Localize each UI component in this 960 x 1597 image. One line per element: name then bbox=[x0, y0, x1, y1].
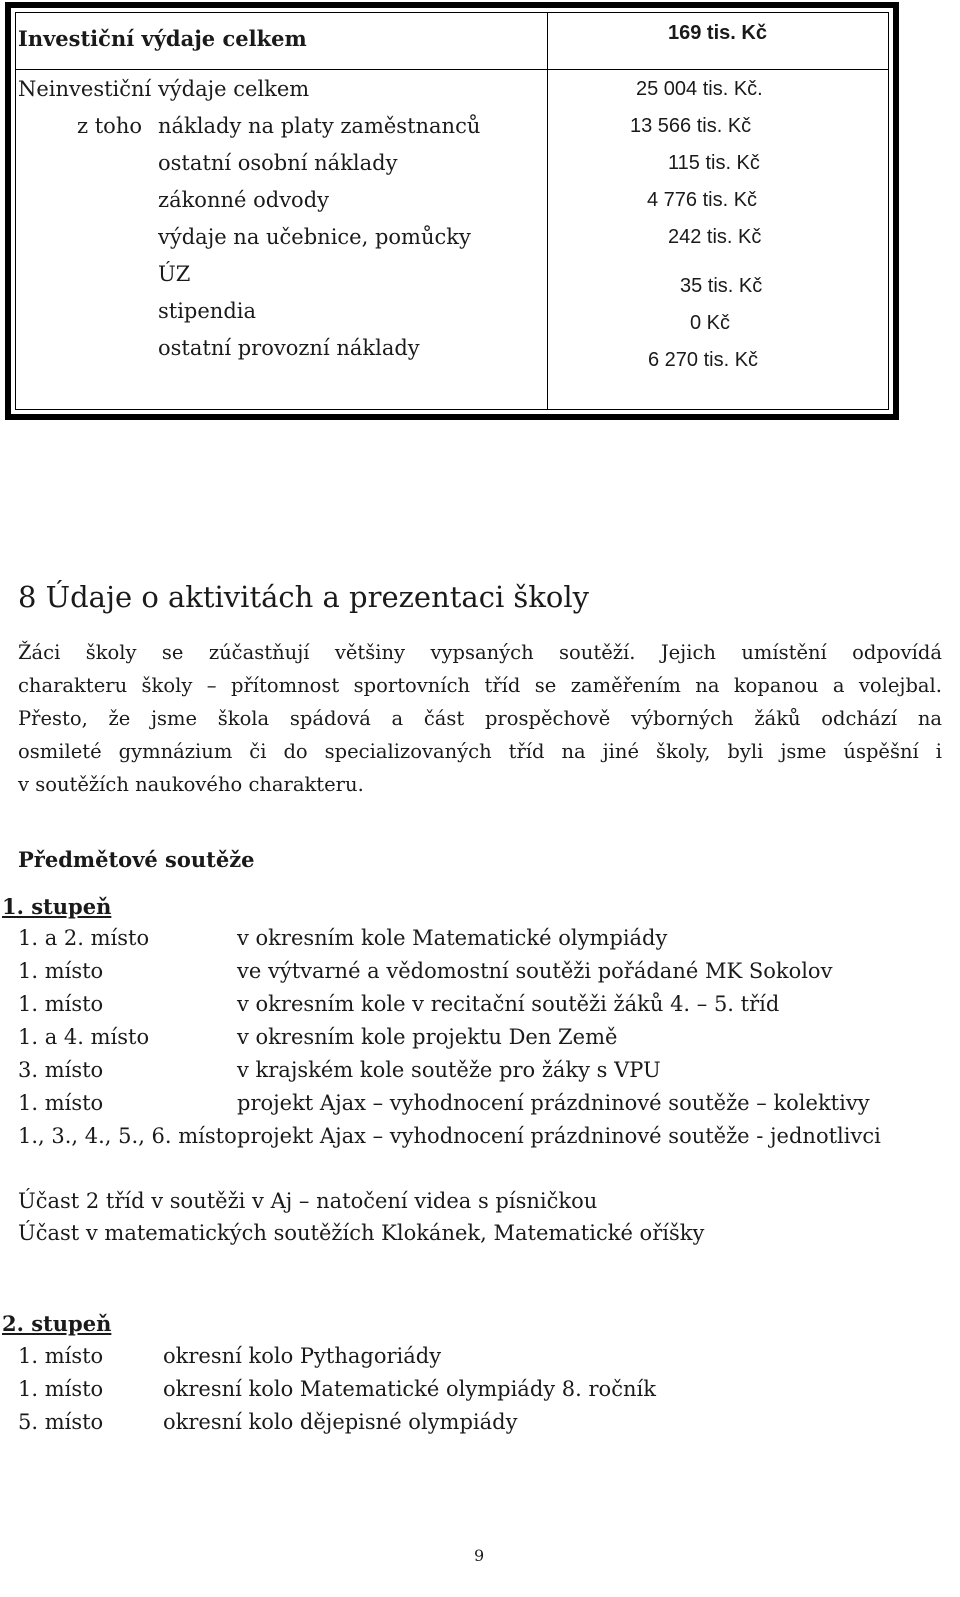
stage1-place: 3. místo bbox=[18, 1058, 104, 1082]
competitions-title: Předmětové soutěže bbox=[18, 847, 255, 872]
stage1-desc: v krajském kole soutěže pro žáky s VPU bbox=[237, 1058, 661, 1082]
stage1-desc: v okresním kole projektu Den Země bbox=[237, 1025, 618, 1049]
budget-item-label: výdaje na učebnice, pomůcky bbox=[158, 225, 471, 249]
stage1-desc: ve výtvarné a vědomostní soutěži pořádané MK Sokolov bbox=[237, 959, 833, 983]
stage2-desc: okresní kolo Matematické olympiády 8. ročník bbox=[163, 1377, 656, 1401]
stage1-place: 1. a 2. místo bbox=[18, 926, 150, 950]
paragraph-line: v soutěžích naukového charakteru. bbox=[18, 773, 364, 796]
paragraph-line: Přesto, že jsme škola spádová a část prospěchově výborných žáků odchází na bbox=[18, 707, 942, 730]
budget-item-label: ÚZ bbox=[158, 262, 191, 286]
budget-item-value: 0 Kč bbox=[690, 312, 731, 334]
budget-item-value: 35 tis. Kč bbox=[680, 275, 763, 297]
stage1-desc: v okresním kole Matematické olympiády bbox=[237, 926, 668, 950]
stage2-desc: okresní kolo dějepisné olympiády bbox=[163, 1410, 518, 1434]
stage1-place: 1. a 4. místo bbox=[18, 1025, 150, 1049]
stage2-label: 2. stupeň bbox=[2, 1311, 112, 1336]
section-paragraph bbox=[18, 636, 942, 801]
paragraph-line: Žáci školy se zúčastňují většiny vypsaných soutěží. Jejich umístění odpovídá bbox=[18, 641, 942, 664]
stage2-place: 1. místo bbox=[18, 1344, 104, 1368]
stage1-note: Účast v matematických soutěžích Klokánek, Matematické oříšky bbox=[18, 1221, 705, 1245]
budget-table bbox=[5, 2, 899, 420]
budget-prefix: z toho bbox=[77, 114, 142, 138]
budget-item-label: ostatní osobní náklady bbox=[158, 151, 398, 175]
stage2-place: 1. místo bbox=[18, 1377, 104, 1401]
budget-item-value: 115 tis. Kč bbox=[668, 152, 760, 174]
investment-value: 169 tis. Kč bbox=[668, 22, 767, 44]
paragraph-line: osmileté gymnázium či do specializovaných tříd na jiné školy, byli jsme úspěšní i bbox=[18, 740, 942, 763]
noninvestment-label: Neinvestiční výdaje celkem bbox=[18, 77, 310, 101]
budget-item-label: stipendia bbox=[158, 299, 257, 323]
budget-item-label: náklady na platy zaměstnanců bbox=[158, 114, 481, 138]
stage1-place: 1. místo bbox=[18, 992, 104, 1016]
stage1-place: 1. místo bbox=[18, 1091, 104, 1115]
stage1-desc: v okresním kole v recitační soutěži žáků 4. – 5. tříd bbox=[237, 992, 780, 1016]
budget-table-row-divider bbox=[15, 69, 889, 70]
stage1-place: 1., 3., 4., 5., 6. místo bbox=[18, 1124, 237, 1148]
budget-item-value: 242 tis. Kč bbox=[668, 226, 762, 248]
budget-item-value: 4 776 tis. Kč bbox=[647, 189, 758, 211]
stage1-label: 1. stupeň bbox=[2, 894, 112, 919]
budget-table-column-divider bbox=[547, 12, 548, 410]
section-heading: 8 Údaje o aktivitách a prezentaci školy bbox=[18, 580, 590, 614]
stage1-note: Účast 2 tříd v soutěži v Aj – natočení videa s písničkou bbox=[18, 1189, 598, 1213]
budget-item-value: 13 566 tis. Kč bbox=[630, 115, 752, 137]
budget-item-value: 6 270 tis. Kč bbox=[648, 349, 759, 371]
stage2-place: 5. místo bbox=[18, 1410, 104, 1434]
budget-item-label: ostatní provozní náklady bbox=[158, 336, 420, 360]
stage1-desc: projekt Ajax – vyhodnocení prázdninové soutěže - jednotlivci bbox=[237, 1124, 881, 1148]
investment-label: Investiční výdaje celkem bbox=[18, 26, 307, 51]
stage2-desc: okresní kolo Pythagoriády bbox=[163, 1344, 442, 1368]
budget-item-label: zákonné odvody bbox=[158, 188, 330, 212]
stage1-place: 1. místo bbox=[18, 959, 104, 983]
stage1-desc: projekt Ajax – vyhodnocení prázdninové soutěže – kolektivy bbox=[237, 1091, 870, 1115]
page-number: 9 bbox=[474, 1546, 485, 1565]
paragraph-line: charakteru školy – přítomnost sportovních tříd se zaměřením na kopanou a volejbal. bbox=[18, 674, 942, 697]
noninvestment-value: 25 004 tis. Kč. bbox=[636, 78, 763, 100]
